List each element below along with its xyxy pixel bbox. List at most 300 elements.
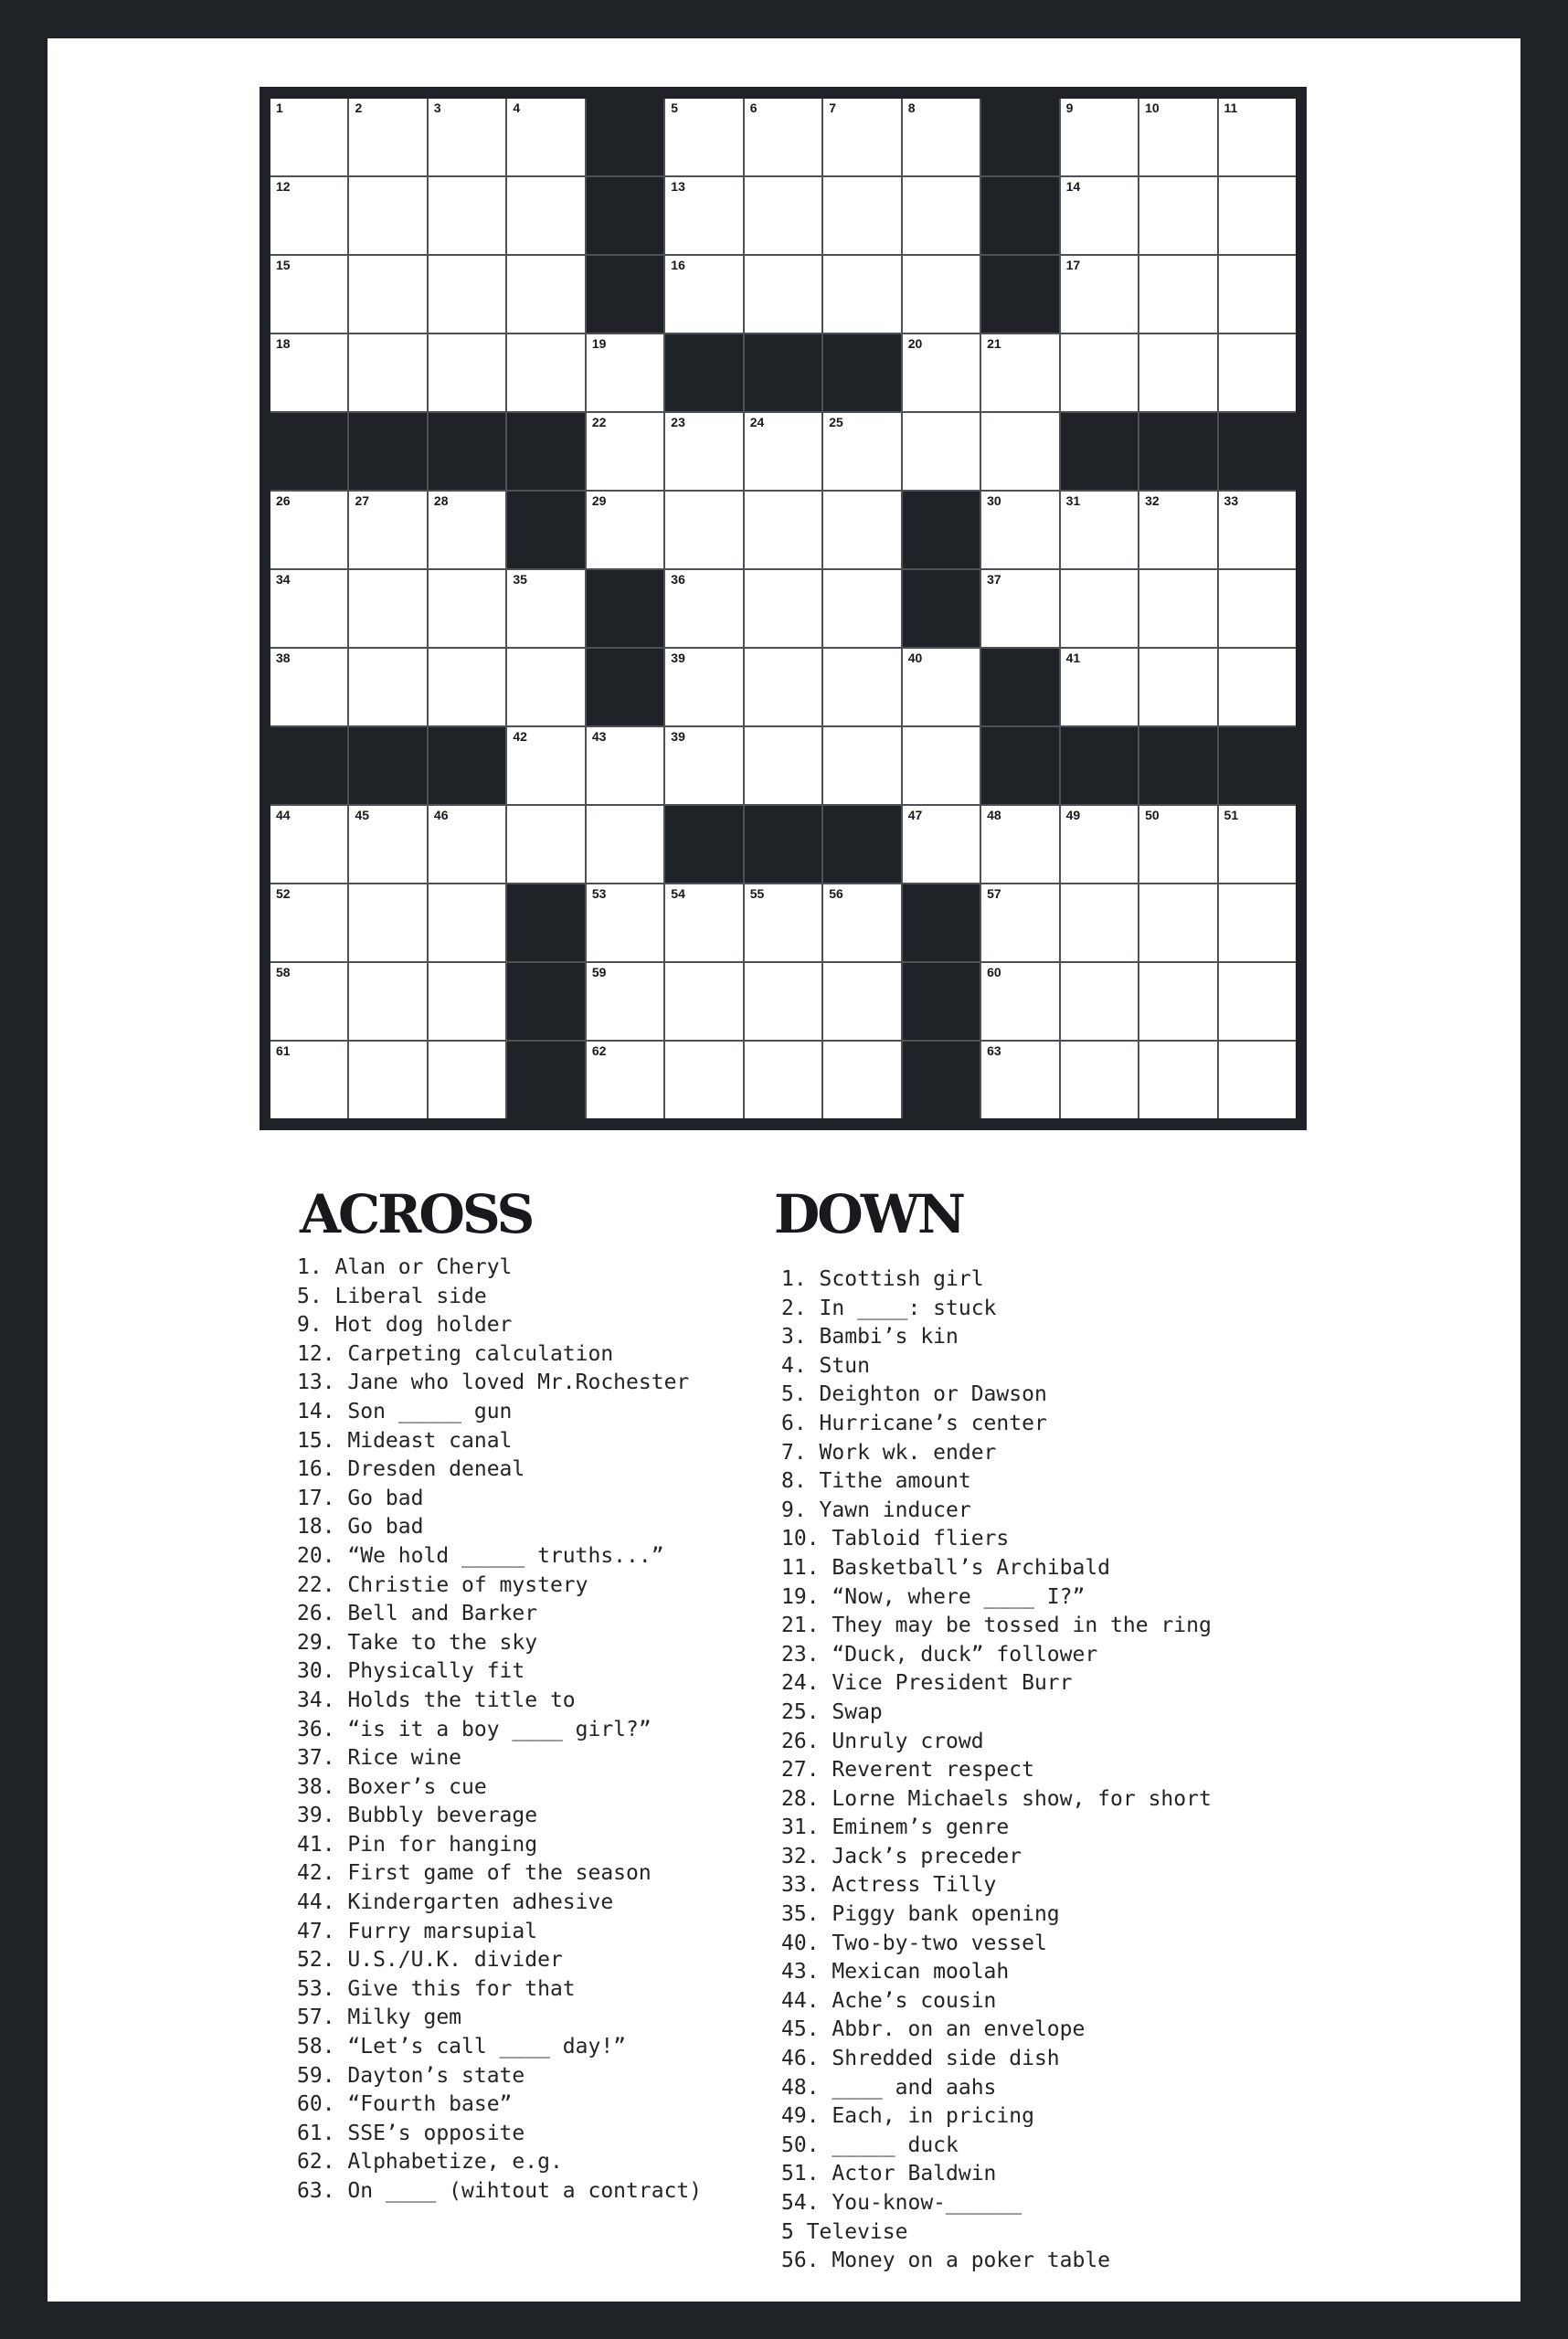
grid-cell[interactable] xyxy=(1061,806,1138,883)
cell-number: 39 xyxy=(671,729,685,744)
down-title: DOWN xyxy=(774,1183,963,1245)
grid-cell[interactable] xyxy=(981,570,1058,647)
grid-cell[interactable] xyxy=(270,177,347,254)
clue-line: 44. Kindergarten adhesive xyxy=(297,1890,614,1915)
cell-number: 11 xyxy=(1224,101,1238,115)
grid-cell[interactable] xyxy=(507,256,584,333)
clue-line: 21. They may be tossed in the ring xyxy=(781,1614,1212,1638)
crossword-grid xyxy=(270,99,1296,1118)
grid-cell[interactable] xyxy=(823,727,900,804)
clue-line: 37. Rice wine xyxy=(297,1746,462,1771)
clue-line: 58. “Let’s call ____ day!” xyxy=(297,2035,627,2059)
page-sheet xyxy=(48,38,1520,2302)
clue-line: 52. U.S./U.K. divider xyxy=(297,1948,563,1973)
grid-cell[interactable] xyxy=(1219,256,1296,333)
cell-number: 18 xyxy=(276,336,291,351)
clue-line: 41. Pin for hanging xyxy=(297,1832,538,1857)
across-clue-list xyxy=(297,1254,702,2207)
grid-cell[interactable] xyxy=(745,492,821,568)
clue-line: 22. Christie of mystery xyxy=(297,1572,588,1597)
grid-cell[interactable] xyxy=(429,570,505,647)
grid-cell-black xyxy=(665,334,742,411)
cell-number: 13 xyxy=(671,179,685,194)
grid-cell[interactable] xyxy=(745,256,821,333)
down-clue-list xyxy=(781,1265,1212,2276)
grid-cell[interactable] xyxy=(903,177,980,254)
grid-cell[interactable] xyxy=(745,177,821,254)
clue-line: 13. Jane who loved Mr.Rochester xyxy=(297,1371,690,1395)
clue-line: 15. Mideast canal xyxy=(297,1428,513,1453)
grid-cell[interactable] xyxy=(507,649,584,725)
grid-cell[interactable] xyxy=(349,884,426,961)
grid-cell[interactable] xyxy=(665,570,742,647)
cell-number: 29 xyxy=(591,493,607,508)
grid-cell-black xyxy=(981,177,1058,254)
grid-cell[interactable] xyxy=(1139,177,1216,254)
cell-number: 37 xyxy=(987,572,1001,587)
grid-cell[interactable] xyxy=(1061,1042,1138,1118)
clue-line: 5 Televise xyxy=(781,2219,908,2244)
grid-cell[interactable] xyxy=(507,334,584,411)
cell-number: 1 xyxy=(276,101,283,115)
clue-line: 43. Mexican moolah xyxy=(781,1960,1010,1984)
grid-cell-black xyxy=(587,99,663,175)
cell-number: 53 xyxy=(591,886,607,901)
grid-cell[interactable] xyxy=(823,884,900,961)
grid-cell[interactable] xyxy=(587,884,663,961)
cell-number: 4 xyxy=(513,101,521,115)
grid-cell[interactable] xyxy=(429,334,505,411)
grid-cell-black xyxy=(1139,413,1216,490)
grid-cell[interactable] xyxy=(349,334,426,411)
grid-cell-black xyxy=(823,806,900,883)
clue-line: 34. Holds the title to xyxy=(297,1688,576,1712)
grid-cell[interactable] xyxy=(903,256,980,333)
clue-line: 11. Basketball’s Archibald xyxy=(781,1555,1111,1580)
grid-cell[interactable] xyxy=(429,1042,505,1118)
grid-cell[interactable] xyxy=(903,727,980,804)
cell-number: 39 xyxy=(671,651,685,665)
grid-cell[interactable] xyxy=(823,963,900,1040)
grid-cell[interactable] xyxy=(587,413,663,490)
grid-cell[interactable] xyxy=(1219,492,1296,568)
grid-cell-black xyxy=(270,727,347,804)
grid-cell[interactable] xyxy=(823,492,900,568)
cell-number: 3 xyxy=(433,101,441,115)
grid-cell-black xyxy=(903,963,980,1040)
clue-line: 61. SSE’s opposite xyxy=(297,2121,525,2145)
cell-number: 52 xyxy=(276,886,291,901)
grid-cell[interactable] xyxy=(745,884,821,961)
grid-cell[interactable] xyxy=(1061,570,1138,647)
cell-number: 56 xyxy=(829,886,843,901)
grid-cell[interactable] xyxy=(745,570,821,647)
grid-cell[interactable] xyxy=(981,1042,1058,1118)
cell-number: 63 xyxy=(987,1043,1001,1058)
grid-cell[interactable] xyxy=(1219,570,1296,647)
grid-cell[interactable] xyxy=(1061,334,1138,411)
grid-cell[interactable] xyxy=(1219,649,1296,725)
grid-cell[interactable] xyxy=(823,99,900,175)
grid-cell[interactable] xyxy=(507,177,584,254)
grid-cell[interactable] xyxy=(507,806,584,883)
grid-cell[interactable] xyxy=(1061,649,1138,725)
grid-cell[interactable] xyxy=(270,256,347,333)
grid-cell[interactable] xyxy=(665,492,742,568)
cell-number: 7 xyxy=(829,101,837,115)
grid-cell[interactable] xyxy=(1139,649,1216,725)
clue-line: 59. Dayton’s state xyxy=(297,2063,525,2088)
cell-number: 49 xyxy=(1065,808,1081,822)
cell-number: 9 xyxy=(1065,101,1074,115)
grid-cell[interactable] xyxy=(429,492,505,568)
cell-number: 43 xyxy=(591,729,607,744)
grid-cell[interactable] xyxy=(823,649,900,725)
grid-cell[interactable] xyxy=(1139,884,1216,961)
grid-cell[interactable] xyxy=(587,492,663,568)
cell-number: 17 xyxy=(1065,258,1081,272)
clue-line: 45. Abbr. on an envelope xyxy=(781,2017,1086,2042)
grid-cell[interactable] xyxy=(587,806,663,883)
clue-line: 26. Unruly crowd xyxy=(781,1729,984,1753)
grid-cell[interactable] xyxy=(349,256,426,333)
grid-cell-black xyxy=(349,727,426,804)
clue-line: 1. Scottish girl xyxy=(781,1267,984,1291)
grid-cell[interactable] xyxy=(507,570,584,647)
grid-cell-black xyxy=(507,963,584,1040)
cell-number: 45 xyxy=(355,808,370,822)
cell-number: 16 xyxy=(671,258,685,272)
grid-cell[interactable] xyxy=(665,256,742,333)
clue-line: 42. First game of the season xyxy=(297,1861,652,1886)
grid-cell[interactable] xyxy=(903,413,980,490)
grid-cell[interactable] xyxy=(981,963,1058,1040)
cell-number: 20 xyxy=(907,336,923,351)
clue-line: 27. Reverent respect xyxy=(781,1758,1034,1783)
clue-line: 63. On ____ (wihtout a contract) xyxy=(297,2179,703,2203)
grid-cell-black xyxy=(587,177,663,254)
grid-cell[interactable] xyxy=(903,806,980,883)
grid-cell[interactable] xyxy=(1139,806,1216,883)
grid-cell-black xyxy=(981,727,1058,804)
grid-cell[interactable] xyxy=(665,884,742,961)
clue-line: 26. Bell and Barker xyxy=(297,1602,538,1626)
grid-cell[interactable] xyxy=(981,413,1058,490)
cell-number: 32 xyxy=(1145,493,1160,508)
cell-number: 12 xyxy=(276,179,291,194)
grid-frame xyxy=(260,87,1307,1130)
grid-cell-black xyxy=(1061,413,1138,490)
grid-cell[interactable] xyxy=(587,963,663,1040)
clue-line: 5. Deighton or Dawson xyxy=(781,1382,1047,1407)
clue-line: 25. Swap xyxy=(781,1699,883,1724)
cell-number: 58 xyxy=(276,965,291,979)
grid-cell[interactable] xyxy=(270,334,347,411)
grid-cell[interactable] xyxy=(1219,334,1296,411)
grid-cell[interactable] xyxy=(665,413,742,490)
cell-number: 30 xyxy=(987,493,1001,508)
grid-cell[interactable] xyxy=(270,963,347,1040)
grid-cell-black xyxy=(429,413,505,490)
grid-cell[interactable] xyxy=(270,492,347,568)
grid-cell[interactable] xyxy=(507,99,584,175)
grid-cell[interactable] xyxy=(665,649,742,725)
grid-cell[interactable] xyxy=(429,99,505,175)
cell-number: 54 xyxy=(671,886,685,901)
grid-cell[interactable] xyxy=(1061,256,1138,333)
grid-cell[interactable] xyxy=(1061,884,1138,961)
clue-line: 46. Shredded side dish xyxy=(781,2047,1060,2071)
grid-cell[interactable] xyxy=(1219,963,1296,1040)
cell-number: 59 xyxy=(591,965,607,979)
cell-number: 15 xyxy=(276,258,291,272)
clue-line: 20. “We hold _____ truths...” xyxy=(297,1543,664,1568)
grid-cell[interactable] xyxy=(981,334,1058,411)
clue-line: 48. ____ and aahs xyxy=(781,2075,997,2100)
cell-number: 14 xyxy=(1065,179,1081,194)
grid-cell-black xyxy=(745,334,821,411)
grid-cell[interactable] xyxy=(745,99,821,175)
grid-cell[interactable] xyxy=(349,492,426,568)
cell-number: 47 xyxy=(907,808,923,822)
clue-line: 32. Jack’s preceder xyxy=(781,1844,1022,1868)
grid-cell[interactable] xyxy=(270,884,347,961)
clue-line: 5. Liberal side xyxy=(297,1284,487,1308)
cell-number: 6 xyxy=(749,101,758,115)
grid-cell[interactable] xyxy=(429,806,505,883)
grid-cell[interactable] xyxy=(665,1042,742,1118)
grid-cell-black xyxy=(1061,727,1138,804)
cell-number: 31 xyxy=(1065,493,1081,508)
clue-line: 1. Alan or Cheryl xyxy=(297,1255,513,1279)
grid-cell-black xyxy=(270,413,347,490)
grid-cell[interactable] xyxy=(587,727,663,804)
grid-cell-black xyxy=(903,492,980,568)
clue-line: 6. Hurricane’s center xyxy=(781,1411,1047,1435)
clue-line: 3. Bambi’s kin xyxy=(781,1325,959,1349)
grid-cell[interactable] xyxy=(823,177,900,254)
cell-number: 55 xyxy=(749,886,765,901)
cell-number: 50 xyxy=(1145,808,1160,822)
clue-line: 51. Actor Baldwin xyxy=(781,2162,997,2186)
clue-line: 54. You-know-______ xyxy=(781,2191,1022,2215)
grid-cell[interactable] xyxy=(1061,492,1138,568)
grid-cell[interactable] xyxy=(429,649,505,725)
grid-cell[interactable] xyxy=(823,570,900,647)
cell-number: 41 xyxy=(1065,651,1081,665)
grid-cell-black xyxy=(587,570,663,647)
cell-number: 62 xyxy=(591,1043,607,1058)
grid-cell[interactable] xyxy=(745,649,821,725)
cell-number: 27 xyxy=(355,493,370,508)
grid-cell[interactable] xyxy=(665,177,742,254)
clue-line: 23. “Duck, duck” follower xyxy=(781,1642,1098,1667)
grid-cell-black xyxy=(981,649,1058,725)
grid-cell[interactable] xyxy=(1139,963,1216,1040)
grid-cell-black xyxy=(903,1042,980,1118)
cell-number: 5 xyxy=(671,101,679,115)
clue-line: 50. _____ duck xyxy=(781,2133,959,2157)
cell-number: 38 xyxy=(276,651,291,665)
grid-cell[interactable] xyxy=(903,99,980,175)
clue-line: 8. Tithe amount xyxy=(781,1469,971,1494)
grid-cell[interactable] xyxy=(823,413,900,490)
clue-line: 9. Yawn inducer xyxy=(781,1498,971,1522)
grid-cell[interactable] xyxy=(429,177,505,254)
clue-line: 2. In ____: stuck xyxy=(781,1296,997,1320)
cell-number: 36 xyxy=(671,572,685,587)
cell-number: 25 xyxy=(829,415,843,429)
grid-cell[interactable] xyxy=(349,177,426,254)
clue-line: 57. Milky gem xyxy=(297,2006,462,2030)
clue-line: 35. Piggy bank opening xyxy=(781,1902,1060,1927)
clue-line: 36. “is it a boy ____ girl?” xyxy=(297,1717,652,1741)
clue-line: 18. Go bad xyxy=(297,1515,424,1540)
grid-cell[interactable] xyxy=(981,806,1058,883)
grid-cell-black xyxy=(349,413,426,490)
cell-number: 10 xyxy=(1145,101,1160,115)
grid-cell[interactable] xyxy=(981,884,1058,961)
grid-cell[interactable] xyxy=(665,727,742,804)
grid-cell[interactable] xyxy=(1139,492,1216,568)
cell-number: 22 xyxy=(591,415,607,429)
grid-cell[interactable] xyxy=(903,334,980,411)
grid-cell[interactable] xyxy=(745,1042,821,1118)
grid-cell[interactable] xyxy=(903,649,980,725)
cell-number: 61 xyxy=(276,1043,291,1058)
grid-cell[interactable] xyxy=(270,99,347,175)
grid-cell[interactable] xyxy=(665,99,742,175)
clue-line: 60. “Fourth base” xyxy=(297,2092,513,2117)
grid-cell[interactable] xyxy=(270,1042,347,1118)
grid-cell-black xyxy=(903,884,980,961)
grid-cell-black xyxy=(507,413,584,490)
cell-number: 34 xyxy=(276,572,291,587)
grid-cell-black xyxy=(507,884,584,961)
cell-number: 60 xyxy=(987,965,1001,979)
grid-cell[interactable] xyxy=(270,806,347,883)
grid-cell[interactable] xyxy=(270,570,347,647)
across-title: ACROSS xyxy=(300,1183,533,1245)
grid-cell-black xyxy=(665,806,742,883)
grid-cell[interactable] xyxy=(349,963,426,1040)
clue-line: 12. Carpeting calculation xyxy=(297,1341,614,1366)
clue-line: 49. Each, in pricing xyxy=(781,2104,1034,2129)
cell-number: 44 xyxy=(276,808,291,822)
cell-number: 23 xyxy=(671,415,685,429)
clue-line: 4. Stun xyxy=(781,1353,870,1378)
grid-cell[interactable] xyxy=(507,727,584,804)
clue-line: 17. Go bad xyxy=(297,1486,424,1510)
grid-cell[interactable] xyxy=(823,1042,900,1118)
clue-line: 62. Alphabetize, e.g. xyxy=(297,2150,563,2175)
clue-line: 39. Bubbly beverage xyxy=(297,1804,538,1828)
clue-line: 24. Vice President Burr xyxy=(781,1671,1073,1696)
clue-line: 38. Boxer’s cue xyxy=(297,1774,487,1799)
grid-cell[interactable] xyxy=(1139,256,1216,333)
grid-cell[interactable] xyxy=(1139,570,1216,647)
grid-cell[interactable] xyxy=(745,963,821,1040)
clue-line: 47. Furry marsupial xyxy=(297,1919,538,1943)
cell-number: 40 xyxy=(907,651,923,665)
grid-cell[interactable] xyxy=(429,884,505,961)
cell-number: 2 xyxy=(355,101,363,115)
grid-cell-black xyxy=(823,334,900,411)
grid-cell[interactable] xyxy=(1061,963,1138,1040)
grid-cell[interactable] xyxy=(1139,99,1216,175)
grid-cell[interactable] xyxy=(587,334,663,411)
clue-line: 33. Actress Tilly xyxy=(781,1873,997,1898)
clue-line: 29. Take to the sky xyxy=(297,1630,538,1655)
cell-number: 42 xyxy=(513,729,527,744)
grid-cell[interactable] xyxy=(1219,1042,1296,1118)
grid-cell-black xyxy=(745,806,821,883)
grid-cell-black xyxy=(1219,413,1296,490)
cell-number: 8 xyxy=(907,101,916,115)
grid-cell-black xyxy=(507,492,584,568)
grid-cell[interactable] xyxy=(1139,334,1216,411)
cell-number: 57 xyxy=(987,886,1001,901)
clue-line: 44. Ache’s cousin xyxy=(781,1988,997,2013)
grid-cell[interactable] xyxy=(745,727,821,804)
grid-cell[interactable] xyxy=(270,649,347,725)
grid-cell[interactable] xyxy=(1061,177,1138,254)
cell-number: 46 xyxy=(433,808,449,822)
grid-cell[interactable] xyxy=(349,99,426,175)
cell-number: 48 xyxy=(987,808,1001,822)
grid-cell-black xyxy=(507,1042,584,1118)
grid-cell[interactable] xyxy=(349,1042,426,1118)
grid-cell[interactable] xyxy=(1219,884,1296,961)
clue-line: 14. Son _____ gun xyxy=(297,1399,513,1424)
clue-line: 9. Hot dog holder xyxy=(297,1313,513,1338)
clue-line: 28. Lorne Michaels show, for short xyxy=(781,1786,1212,1811)
clue-line: 53. Give this for that xyxy=(297,1976,576,2001)
grid-cell[interactable] xyxy=(1061,99,1138,175)
clue-line: 10. Tabloid fliers xyxy=(781,1527,1010,1551)
cell-number: 33 xyxy=(1224,493,1239,508)
grid-cell-black xyxy=(903,570,980,647)
clue-line: 19. “Now, where ____ I?” xyxy=(781,1584,1086,1609)
grid-cell[interactable] xyxy=(745,413,821,490)
grid-cell-black xyxy=(587,256,663,333)
clue-line: 31. Eminem’s genre xyxy=(781,1815,1010,1840)
grid-cell[interactable] xyxy=(349,806,426,883)
grid-cell[interactable] xyxy=(823,256,900,333)
grid-cell[interactable] xyxy=(1219,177,1296,254)
grid-cell[interactable] xyxy=(349,570,426,647)
clue-line: 16. Dresden deneal xyxy=(297,1457,525,1482)
grid-cell[interactable] xyxy=(665,963,742,1040)
grid-cell-black xyxy=(587,649,663,725)
grid-cell[interactable] xyxy=(981,492,1058,568)
grid-cell[interactable] xyxy=(349,649,426,725)
grid-cell[interactable] xyxy=(587,1042,663,1118)
clue-line: 30. Physically fit xyxy=(297,1659,525,1684)
grid-cell-black xyxy=(1139,727,1216,804)
grid-cell[interactable] xyxy=(429,256,505,333)
cell-number: 51 xyxy=(1224,808,1239,822)
clue-line: 56. Money on a poker table xyxy=(781,2249,1111,2273)
clue-line: 7. Work wk. ender xyxy=(781,1440,997,1465)
cell-number: 24 xyxy=(749,415,765,429)
grid-cell-black xyxy=(981,99,1058,175)
grid-cell[interactable] xyxy=(429,963,505,1040)
grid-cell[interactable] xyxy=(1139,1042,1216,1118)
grid-cell[interactable] xyxy=(1219,806,1296,883)
grid-cell[interactable] xyxy=(1219,99,1296,175)
cell-number: 35 xyxy=(513,572,527,587)
